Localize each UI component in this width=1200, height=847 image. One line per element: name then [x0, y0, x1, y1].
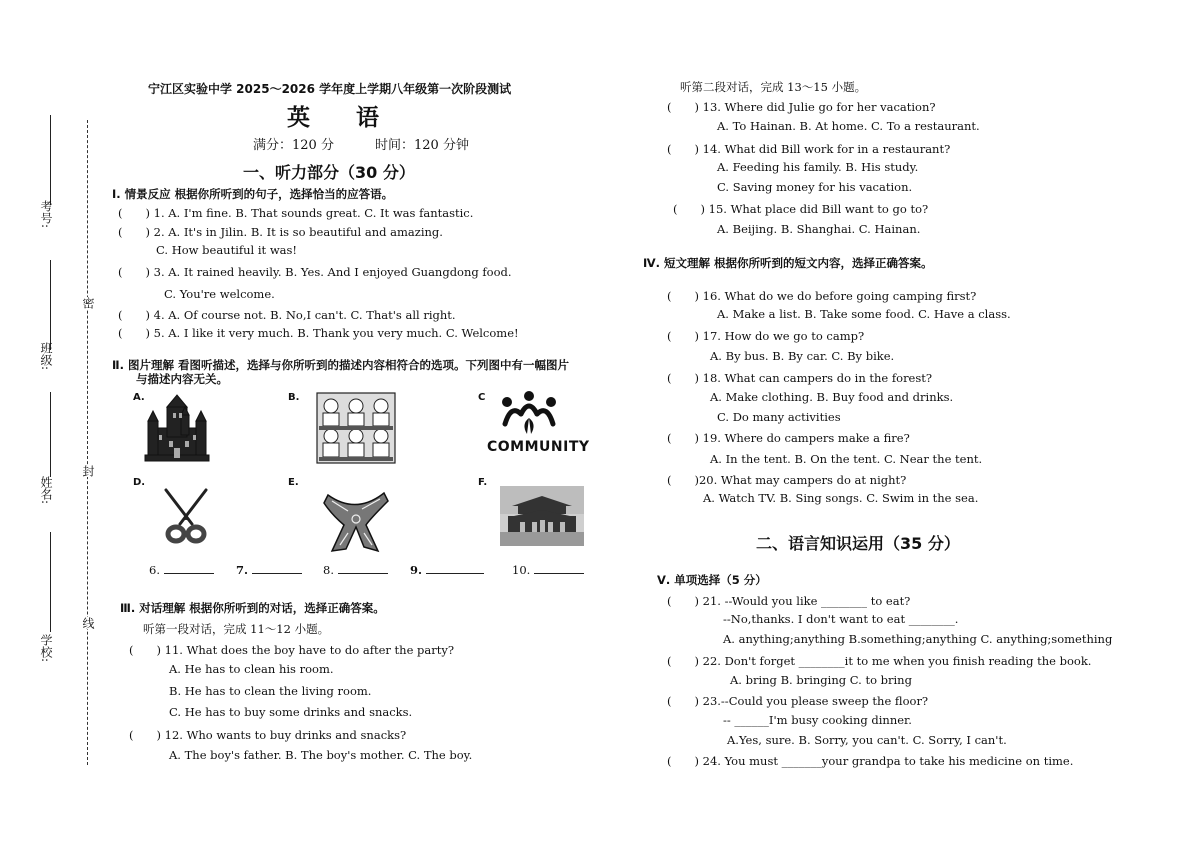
- q19-options: A. In the tent. B. On the tent. C. Near the tent.: [710, 452, 983, 466]
- q23-options: A.Yes, sure. B. Sorry, you can't. C. Sorry, I can't.: [727, 733, 1007, 747]
- q20: ( )20. What may campers do at night?: [667, 473, 907, 487]
- q21-reply: --No,thanks. I don't want to eat ________.: [723, 612, 959, 626]
- q5: ( ) 5. A. I like it very much. B. Thank you very much. C. Welcome!: [118, 326, 519, 340]
- q13-options: A. To Hainan. B. At home. C. To a restaurant.: [717, 119, 980, 133]
- section2-title: Ⅱ. 图片理解 看图听描述，选择与你所听到的描述内容相符合的选项。下列图中有一幅图片: [112, 358, 569, 372]
- blank-6-number: 6.: [149, 563, 160, 577]
- classroom-image: [316, 392, 396, 464]
- binding-char-xian: 线: [81, 617, 95, 629]
- blank-8[interactable]: [323, 563, 388, 577]
- pic-label-b: B.: [288, 392, 300, 403]
- blank-10-number: 10.: [512, 563, 531, 577]
- part2-heading: 二、语言知识运用（35 分）: [756, 534, 960, 553]
- q16-options: A. Make a list. B. Take some food. C. Have a class.: [717, 307, 1011, 321]
- q14-options-ab: A. Feeding his family. B. His study.: [717, 160, 919, 174]
- q11-option-a: A. He has to clean his room.: [169, 662, 334, 676]
- exam-time: 时间：120 分钟: [375, 138, 469, 153]
- q11-option-c: C. He has to buy some drinks and snacks.: [169, 705, 413, 719]
- q20-options: A. Watch TV. B. Sing songs. C. Swim in the sea.: [703, 491, 979, 505]
- exam-title: 宁江区实验中学 2025～2026 学年度上学期八年级第一次阶段测试: [148, 82, 512, 96]
- q1: ( ) 1. A. I'm fine. B. That sounds great. C. It was fantastic.: [118, 206, 474, 220]
- q16: ( ) 16. What do we do before going camping first?: [667, 289, 977, 303]
- q21: ( ) 21. --Would you like ________ to eat?: [667, 594, 911, 608]
- q14: ( ) 14. What did Bill work for in a restaurant?: [667, 142, 951, 156]
- scarf-image: [318, 485, 394, 555]
- field-label-name: 姓名:: [39, 476, 53, 505]
- blank-9-line[interactable]: [426, 563, 484, 574]
- binding-char-mi: 密: [81, 297, 95, 309]
- field-line-school: [50, 532, 51, 632]
- scissors-image: [158, 486, 214, 546]
- q13: ( ) 13. Where did Julie go for her vacation?: [667, 100, 936, 114]
- q2: ( ) 2. A. It's in Jilin. B. It is so beautiful and amazing.: [118, 225, 443, 239]
- dialogue1-instruction: 听第一段对话，完成 11～12 小题。: [143, 622, 330, 636]
- blank-9[interactable]: [410, 563, 484, 577]
- pic-label-f: F.: [478, 477, 488, 488]
- q14-option-c: C. Saving money for his vacation.: [717, 180, 913, 194]
- section1-title: Ⅰ. 情景反应 根据你所听到的句子，选择恰当的应答语。: [112, 187, 394, 201]
- community-text: COMMUNITY: [487, 439, 590, 455]
- pic-label-c: C: [478, 392, 486, 403]
- tiananmen-image: [500, 486, 584, 546]
- q3: ( ) 3. A. It rained heavily. B. Yes. And I enjoyed Guangdong food.: [118, 265, 512, 279]
- q3-option-c: C. You're welcome.: [164, 287, 275, 301]
- blank-8-line[interactable]: [338, 563, 388, 574]
- section4-title: Ⅳ. 短文理解 根据你所听到的短文内容，选择正确答案。: [643, 256, 933, 270]
- blank-6-line[interactable]: [164, 563, 214, 574]
- q17-options: A. By bus. B. By car. C. By bike.: [710, 349, 895, 363]
- q22: ( ) 22. Don't forget ________it to me when you finish reading the book.: [667, 654, 1092, 668]
- q17: ( ) 17. How do we go to camp?: [667, 329, 865, 343]
- blank-6[interactable]: [149, 563, 214, 577]
- full-score: 满分：120 分: [253, 138, 334, 153]
- q24: ( ) 24. You must _______your grandpa to take his medicine on time.: [667, 754, 1074, 768]
- section3-title: Ⅲ. 对话理解 根据你所听到的对话，选择正确答案。: [120, 601, 385, 615]
- q11: ( ) 11. What does the boy have to do after the party?: [129, 643, 455, 657]
- field-line-class: [50, 260, 51, 350]
- field-label-school: 学校:: [39, 634, 53, 663]
- q12: ( ) 12. Who wants to buy drinks and snacks?: [129, 728, 407, 742]
- subject-title: 英 语: [287, 105, 379, 131]
- field-label-class: 班级:: [39, 342, 53, 371]
- q23-reply: -- ______I'm busy cooking dinner.: [723, 713, 912, 727]
- q12-options: A. The boy's father. B. The boy's mother. C. The boy.: [169, 748, 473, 762]
- dialogue2-instruction: 听第二段对话，完成 13～15 小题。: [680, 80, 867, 94]
- community-logo-image: [497, 390, 561, 438]
- pic-label-e: E.: [288, 477, 299, 488]
- field-line-name: [50, 392, 51, 477]
- castle-image: [143, 393, 211, 463]
- pic-label-d: D.: [133, 477, 146, 488]
- blank-9-number: 9.: [410, 563, 423, 577]
- part1-heading: 一、听力部分（30 分）: [243, 163, 415, 182]
- q23: ( ) 23.--Could you please sweep the floor?: [667, 694, 929, 708]
- q11-option-b: B. He has to clean the living room.: [169, 684, 372, 698]
- q2-option-c: C. How beautiful it was!: [156, 243, 298, 257]
- q21-options: A. anything;anything B.something;anything C. anything;something: [723, 632, 1113, 646]
- q4: ( ) 4. A. Of course not. B. No,I can't. C. That's all right.: [118, 308, 456, 322]
- q18: ( ) 18. What can campers do in the forest?: [667, 371, 933, 385]
- field-line-exam-no: [50, 115, 51, 205]
- q15-options: A. Beijing. B. Shanghai. C. Hainan.: [717, 222, 921, 236]
- blank-7[interactable]: [236, 563, 302, 577]
- field-label-exam-no: 考号:: [39, 200, 53, 229]
- blank-7-number: 7.: [236, 563, 249, 577]
- binding-dashed-line: [87, 120, 88, 765]
- binding-char-feng: 封: [81, 465, 95, 477]
- q18-option-c: C. Do many activities: [717, 410, 841, 424]
- blank-10-line[interactable]: [534, 563, 584, 574]
- q22-options: A. bring B. bringing C. to bring: [730, 673, 912, 687]
- blank-7-line[interactable]: [252, 563, 302, 574]
- blank-8-number: 8.: [323, 563, 334, 577]
- q19: ( ) 19. Where do campers make a fire?: [667, 431, 910, 445]
- section5-title: Ⅴ. 单项选择（5 分）: [657, 573, 767, 587]
- q18-options-ab: A. Make clothing. B. Buy food and drinks.: [710, 390, 954, 404]
- section2-title-cont: 与描述内容无关。: [136, 372, 228, 386]
- pic-label-a: A.: [133, 392, 145, 403]
- q15: ( ) 15. What place did Bill want to go to?: [673, 202, 929, 216]
- blank-10[interactable]: [512, 563, 584, 577]
